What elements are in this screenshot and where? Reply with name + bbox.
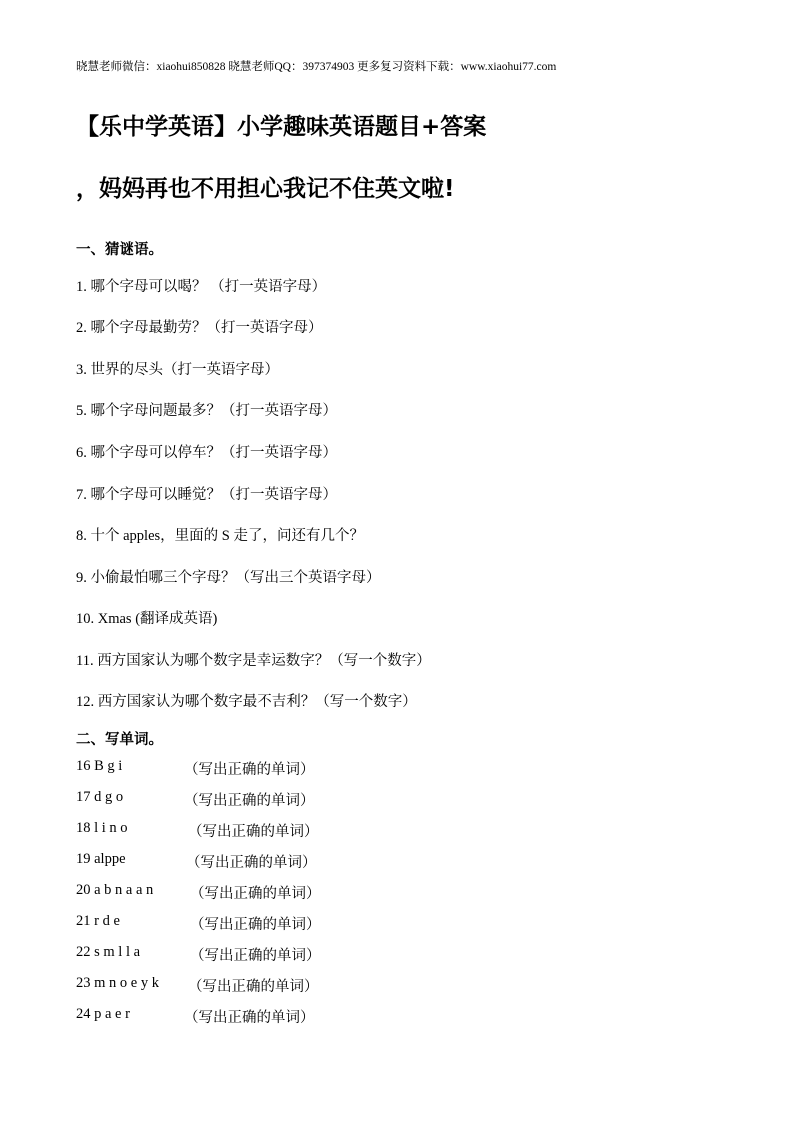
word-item — [76, 975, 319, 995]
word-item — [76, 913, 321, 933]
scrambled-word: 18 l i n o — [76, 820, 128, 836]
section-heading-riddles: 一、猜谜语。 — [76, 242, 163, 258]
riddle-item: 5. 哪个字母问题最多？（打一英语字母） — [76, 403, 337, 419]
scrambled-word: 20 a b n a a n — [76, 882, 154, 898]
word-item — [76, 1006, 315, 1026]
word-hint: （写出正确的单词） — [190, 917, 321, 933]
scrambled-word: 17 d g o — [76, 789, 124, 805]
word-hint: （写出正确的单词） — [190, 948, 321, 964]
riddle-item: 7. 哪个字母可以睡觉？（打一英语字母） — [76, 487, 337, 503]
section-heading-words: 二、写单词。 — [76, 732, 163, 748]
document-title-line-2: ，妈妈再也不用担心我记不住英文啦! — [76, 176, 455, 202]
word-hint: （写出正确的单词） — [190, 886, 321, 902]
word-hint: （写出正确的单词） — [184, 793, 315, 809]
riddle-item: 1. 哪个字母可以喝？ （打一英语字母） — [76, 279, 327, 295]
word-item — [76, 882, 321, 902]
scrambled-word: 16 B g i — [76, 758, 123, 774]
scrambled-word: 21 r d e — [76, 913, 120, 929]
riddle-item: 3. 世界的尽头（打一英语字母） — [76, 362, 279, 378]
riddle-item: 11. 西方国家认为哪个数字是幸运数字？（写一个数字） — [76, 653, 431, 669]
word-item — [76, 820, 319, 840]
word-hint: （写出正确的单词） — [184, 1010, 315, 1026]
scrambled-word: 22 s m l l a — [76, 944, 141, 960]
riddle-item: 6. 哪个字母可以停车？（打一英语字母） — [76, 445, 337, 461]
word-hint: （写出正确的单词） — [184, 762, 315, 778]
word-hint: （写出正确的单词） — [188, 824, 319, 840]
scrambled-word: 23 m n o e y k — [76, 975, 159, 991]
riddle-item: 12. 西方国家认为哪个数字最不吉利？（写一个数字） — [76, 694, 417, 710]
scrambled-word: 19 alppe — [76, 851, 126, 867]
document-title-line-1: 【乐中学英语】小学趣味英语题目+答案 — [76, 114, 487, 140]
riddle-item: 8. 十个 apples，里面的 S 走了，问还有几个？ — [76, 528, 364, 544]
riddle-item: 9. 小偷最怕哪三个字母？（写出三个英语字母） — [76, 570, 381, 586]
word-hint: （写出正确的单词） — [188, 979, 319, 995]
scrambled-word: 24 p a e r — [76, 1006, 130, 1022]
page-header: 晓慧老师微信：xiaohui850828 晓慧老师QQ：397374903 更多复习资料下载：www.xiaohui77.com — [76, 61, 557, 73]
word-item — [76, 851, 317, 871]
word-item — [76, 758, 315, 778]
riddle-item: 10. Xmas (翻译成英语) — [76, 611, 218, 627]
word-item — [76, 944, 321, 964]
riddle-item: 2. 哪个字母最勤劳？（打一英语字母） — [76, 320, 323, 336]
word-item — [76, 789, 315, 809]
word-hint: （写出正确的单词） — [186, 855, 317, 871]
